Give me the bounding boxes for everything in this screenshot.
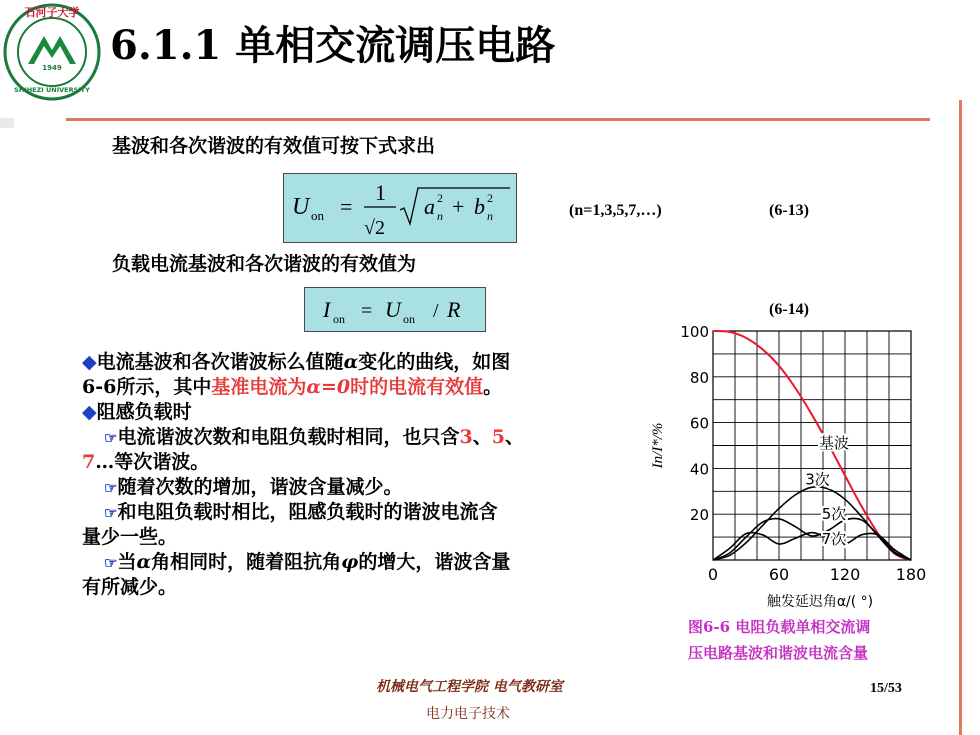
y-tick-label: 20: [689, 506, 709, 525]
para-9b: 角相同时，随着阻抗角: [151, 551, 342, 573]
page-number: 15/53: [870, 681, 902, 696]
para-4-3: 3: [459, 426, 473, 448]
eq2-u-sub: on: [403, 312, 415, 326]
equation-6-14: [304, 287, 486, 332]
para-line-5: [82, 450, 209, 474]
eq1-a-sub: n: [437, 209, 443, 223]
alpha-symbol: α: [136, 551, 152, 573]
para-4-sep1: 、: [472, 426, 492, 448]
x-axis-label: 触发延迟角α/( °): [766, 594, 874, 610]
intro-line: 基波和各次谐波的有效值可按下式求出: [112, 135, 436, 157]
para-5b: …等次谐波。: [95, 451, 210, 473]
eq1-numerator: 1: [375, 180, 386, 205]
para-line-7: [104, 500, 497, 525]
alpha-symbol: α: [343, 351, 359, 373]
equation-6-13: [283, 173, 517, 243]
y-tick-label: 40: [689, 460, 709, 479]
para-2-red-a: 基准电流为: [211, 376, 307, 398]
title-rule: [66, 118, 930, 121]
series-label: 3次: [805, 470, 830, 489]
right-border: [959, 100, 962, 735]
para-9c: 的增大，谐波含量: [358, 551, 511, 573]
phi-symbol: φ: [341, 551, 359, 573]
series-label: 7次: [821, 529, 847, 548]
caption-line-2: 压电路基波和谐波电流含量: [688, 644, 869, 662]
y-tick-label: 80: [689, 368, 709, 387]
eq2-u: U: [385, 297, 401, 322]
eq1-condition: (n=1,3,5,7,…): [569, 202, 662, 219]
caption-line-1: 图6-6 电阻负载单相交流调: [688, 618, 871, 636]
x-tick-label: 60: [768, 565, 790, 584]
eq2-r: R: [447, 297, 461, 322]
para-9a: 当: [117, 551, 137, 573]
para-5-7: 7: [82, 451, 96, 473]
eq1-denominator: √2: [364, 217, 385, 239]
eq1-plus: +: [452, 194, 465, 219]
footer-course: 电力电子技术: [426, 706, 510, 722]
para-line-8: 量少一些。: [82, 526, 178, 548]
eq1-a: a: [424, 194, 435, 219]
para-line-1: [82, 350, 510, 374]
para-2-red-b: 时的电流有效值: [350, 376, 484, 398]
figure-caption: [688, 614, 928, 666]
x-tick-label: 0: [707, 565, 719, 584]
eq1-lhs: U: [292, 194, 310, 220]
para-4-5: 5: [491, 426, 505, 448]
para-2-red-alpha: α=0: [306, 376, 351, 398]
para-4a: 电流谐波次数和电阻负载时相同，也只含: [117, 426, 460, 448]
para-1a: 电流基波和各次谐波标么值随: [96, 351, 344, 373]
para-3: 阻感负载时: [96, 401, 192, 423]
bullet-icon: ◆: [82, 351, 97, 373]
eq1-a-exp: 2: [437, 191, 443, 205]
y-tick-label: 60: [689, 414, 709, 433]
load-current-line: 负载电流基波和各次谐波的有效值为: [112, 253, 417, 275]
page-title: 6.1.1 单相交流调压电路: [110, 22, 556, 69]
para-2a: 6-6所示，其中: [82, 376, 212, 398]
para-line-10: 有所减少。: [82, 576, 178, 598]
eq1-b-exp: 2: [487, 191, 493, 205]
para-line-2: [82, 375, 502, 399]
para-4-sep2: 、: [504, 426, 524, 448]
bullet-icon: ◆: [82, 401, 97, 423]
para-line-4: [104, 425, 524, 450]
eq2-slash: /: [433, 300, 439, 322]
pointing-hand-icon: ☞: [104, 504, 118, 522]
harmonic-chart: [640, 320, 950, 620]
eq1-lhs-sub: on: [311, 208, 324, 223]
para-7: 和电阻负载时相比，阻感负载时的谐波电流含: [117, 501, 498, 523]
y-tick-label: 100: [680, 323, 709, 341]
pointing-hand-icon: ☞: [104, 479, 118, 497]
pointing-hand-icon: ☞: [104, 429, 118, 447]
logo-year: 1949: [42, 64, 62, 72]
footer-dept: 机械电气工程学院 电气教研室: [376, 679, 563, 695]
x-tick-label: 180: [895, 565, 927, 584]
para-line-9: [104, 550, 510, 575]
y-axis-label: In/I*/%: [650, 422, 666, 469]
pointing-hand-icon: ☞: [104, 554, 118, 572]
logo-name: 石河子大学: [24, 6, 80, 19]
para-line-3: [82, 400, 192, 424]
logo-subtitle: SHIHEZI UNIVERSITY: [14, 86, 90, 94]
left-marker: [0, 118, 14, 128]
x-tick-label: 120: [829, 565, 861, 584]
eq2-lhs: I: [323, 297, 331, 322]
para-2-end: 。: [483, 376, 503, 398]
university-logo: [0, 0, 104, 104]
eq2-equals: =: [361, 300, 373, 322]
eq1-number: (6-13): [769, 202, 809, 219]
series-label: 5次: [821, 504, 847, 523]
eq1-b-sub: n: [487, 209, 493, 223]
eq1-equals: =: [340, 194, 353, 219]
para-1b: 变化的曲线，如图: [358, 351, 511, 373]
eq2-lhs-sub: on: [333, 312, 345, 326]
para-6: 随着次数的增加，谐波含量减少。: [117, 476, 403, 498]
eq1-b: b: [474, 194, 485, 219]
para-line-6: [104, 475, 402, 500]
series-label: 基波: [818, 433, 850, 452]
eq2-number: (6-14): [769, 301, 809, 318]
